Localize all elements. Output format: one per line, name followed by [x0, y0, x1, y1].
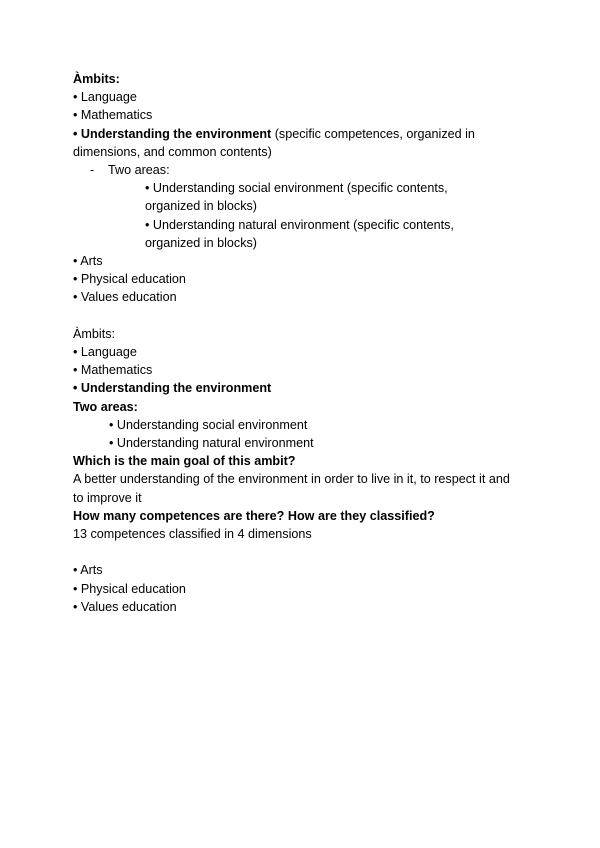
section2-item-arts: • Arts	[73, 563, 103, 578]
question-main-goal: Which is the main goal of this ambit?	[73, 454, 296, 469]
section1-item-mathematics: • Mathematics	[73, 108, 153, 123]
document-page	[73, 70, 523, 616]
section2-heading: Àmbits:	[73, 326, 115, 341]
question-competences: How many competences are there? How are they classified?	[73, 508, 435, 523]
section2-item-mathematics: • Mathematics	[73, 363, 153, 378]
section2-item-language: • Language	[73, 345, 137, 360]
section2-two-areas: Two areas:	[73, 399, 138, 414]
section2-area-natural: • Understanding natural environment	[109, 436, 314, 451]
section2-item-physical-education: • Physical education	[73, 581, 186, 596]
section2-item-values-education: • Values education	[73, 599, 177, 614]
answer-main-goal: A better understanding of the environment in order to live in it, to respect it and to improve it	[73, 472, 514, 505]
section1-area-list	[73, 179, 523, 252]
section1-item-values-education: • Values education	[73, 290, 177, 305]
section2-area-social: • Understanding social environment	[109, 417, 308, 432]
section2-area-list	[73, 416, 523, 452]
section1-item-physical-education: • Physical education	[73, 272, 186, 287]
section1-item-environment-note: (specific competences, organized in dimensions, and common contents)	[73, 126, 479, 159]
section1-heading: Àmbits:	[73, 72, 120, 86]
section1-item-language: • Language	[73, 90, 137, 105]
section1-two-areas: Two areas:	[108, 163, 170, 178]
spacer	[73, 307, 523, 325]
answer-competences: 13 competences classified in 4 dimensions	[73, 527, 312, 542]
section1-item-environment	[73, 125, 513, 161]
section1-area-natural: • Understanding natural environment (specific contents, organized in blocks)	[145, 217, 458, 250]
section2-item-environment: • Understanding the environment	[73, 381, 272, 396]
dash-bullet: -	[90, 163, 95, 178]
section1-item-environment-title: • Understanding the environment	[73, 126, 272, 141]
section1-item-arts: • Arts	[73, 254, 103, 269]
section1-area-social: • Understanding social environment (specific contents, organized in blocks)	[145, 181, 452, 214]
spacer	[73, 543, 523, 561]
section1-two-areas-line	[73, 161, 523, 179]
